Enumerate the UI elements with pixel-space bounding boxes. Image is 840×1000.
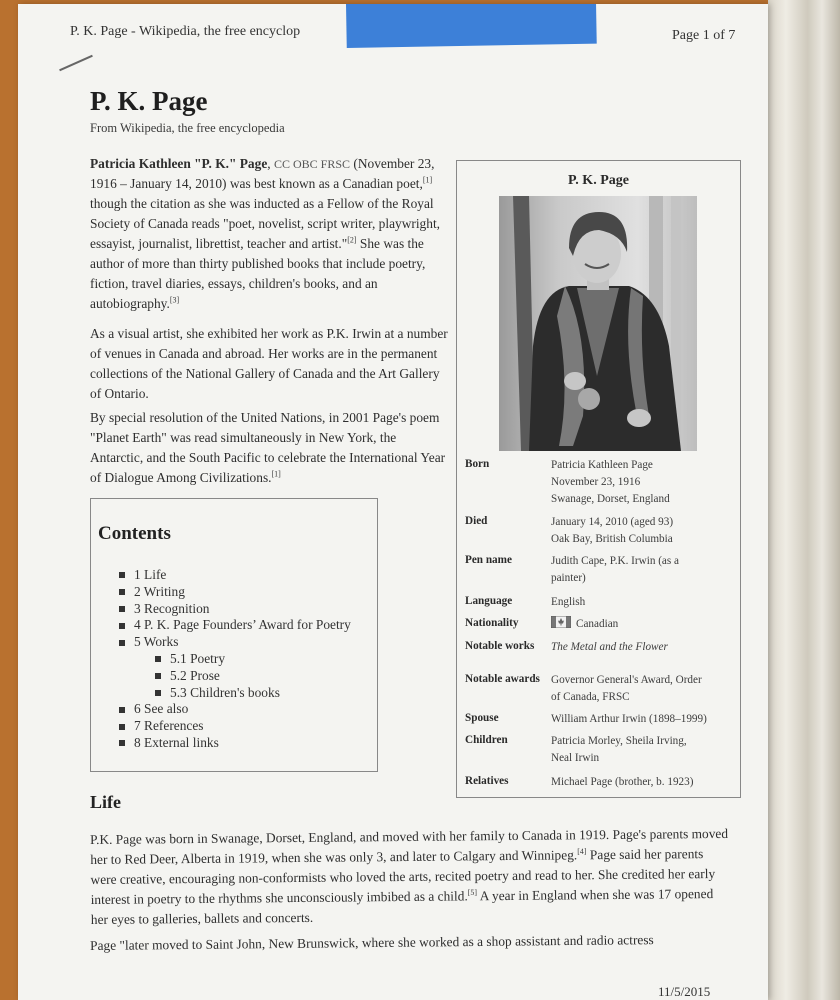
page-number: Page 1 of 7 — [672, 28, 736, 43]
infobox-value-line[interactable]: of Canada, FRSC — [551, 691, 630, 703]
toc-item[interactable] — [119, 701, 351, 718]
toc-item[interactable] — [119, 584, 351, 601]
infobox-label: Nationality — [465, 617, 519, 629]
life-text-a: P.K. Page was born in Swanage, Dorset, England, and moved with her family to Canada in 1919. Page's parents moved her to Red Deer, Alberta in 1919, when she was only 3, and later to Calgary and Winnipeg. — [90, 825, 729, 867]
toc-item[interactable] — [119, 718, 351, 735]
life-text-c: A year in England when she was 17 opened her eyes to galleries, ballets and concerts. — [90, 886, 714, 927]
intro-text-a: (November 23, 1916 – January 14, 2010) was best known as a Canadian poet, — [90, 156, 435, 191]
print-date: 11/5/2015 — [658, 984, 711, 999]
intro-text-b: though the citation as she was inducted as a Fellow of the Royal Society of Canada reads "poet, novelist, script writer, playwright, essayist, journalist, librettist, teacher and artist." — [90, 196, 441, 251]
portrait-photo — [499, 196, 697, 451]
citation-link[interactable]: [2] — [347, 235, 357, 245]
infobox-value — [551, 672, 733, 706]
portrait-photo-graphic — [499, 196, 697, 451]
infobox-value-line[interactable]: William Arthur Irwin (1898–1999) — [551, 713, 707, 725]
citation-link[interactable]: [1] — [422, 175, 433, 185]
citation-link[interactable]: [4] — [577, 846, 587, 856]
infobox-value-line: Judith Cape, P.K. Irwin (as a — [551, 555, 680, 567]
toc-item-label: 5.1 Poetry — [170, 650, 226, 666]
toc-item-label: 4 P. K. Page Founders’ Award for Poetry — [134, 617, 351, 633]
infobox-label: Died — [465, 515, 488, 527]
bullet-icon — [155, 690, 161, 696]
infobox-label: Notable works — [465, 640, 535, 652]
citation-link[interactable]: [5] — [467, 887, 478, 897]
toc-item-label: 6 See also — [134, 701, 189, 717]
bullet-icon — [119, 724, 125, 730]
toc-item[interactable] — [119, 735, 351, 752]
toc-item-label: 2 Writing — [134, 583, 185, 599]
infobox-value-line: painter) — [551, 572, 586, 584]
toc-item-label: 7 References — [134, 718, 204, 734]
infobox-label: Pen name — [465, 554, 512, 566]
intro-text-c: She was the author of more than thirty published books that include poetry, fiction, travel diaries, essays, children's books, and an autobiography. — [90, 236, 426, 311]
subject-name: Patricia Kathleen "P. K." Page — [90, 156, 268, 171]
infobox-value-line[interactable]: The Metal and the Flower — [551, 641, 668, 653]
pencil-mark — [59, 55, 93, 71]
bullet-icon — [119, 606, 125, 612]
infobox-value — [551, 733, 733, 767]
infobox-label: Notable awards — [465, 673, 540, 685]
infobox-label: Children — [465, 734, 508, 746]
infobox-value — [551, 711, 733, 728]
running-header-title: P. K. Page - Wikipedia, the free encyclop — [70, 24, 301, 39]
citation-link[interactable]: [3] — [169, 295, 180, 305]
infobox-title: P. K. Page — [568, 173, 629, 188]
infobox-value — [551, 594, 733, 611]
post-nominals: CC OBC FRSC — [273, 157, 351, 171]
infobox-value — [551, 774, 733, 791]
printed-page — [18, 4, 768, 1000]
bullet-icon — [155, 673, 161, 679]
page-subtitle: From Wikipedia, the free encyclopedia — [90, 121, 285, 135]
toc-item[interactable] — [119, 617, 351, 634]
infobox-value-line[interactable]: Governor General's Award, Order — [551, 674, 702, 686]
canada-flag-icon — [551, 616, 571, 628]
bullet-icon — [119, 740, 125, 746]
toc-item[interactable] — [119, 567, 351, 584]
toc-item-label: 5.3 Children's books — [170, 684, 280, 700]
table-of-contents — [90, 498, 378, 772]
toc-item[interactable] — [119, 685, 351, 702]
infobox-value-line[interactable]: November 23, 1916 — [551, 476, 641, 488]
infobox-value-line[interactable]: Oak Bay, British Columbia — [551, 533, 673, 545]
toc-item[interactable] — [119, 668, 351, 685]
toc-item-label: 3 Recognition — [134, 600, 210, 616]
visual-artist-paragraph: As a visual artist, she exhibited her work as P.K. Irwin at a number of venues in Canada and abroad. Her works are in the permanent collections of the National Gallery of Canada and the Art Gallery of Ontario. — [90, 326, 448, 401]
toc-item[interactable] — [119, 601, 351, 618]
toc-item-label: 1 Life — [134, 567, 167, 582]
toc-item-label: 5 Works — [134, 634, 179, 650]
un-resolution-text: By special resolution of the United Nations, in 2001 Page's poem "Planet Earth" was read simultaneously in New York, the Antarctic, and the South Pacific to celebrate the International Year of Dialogue Among Civilizations. — [90, 410, 446, 485]
infobox-value-line: English — [551, 596, 586, 608]
bullet-icon — [119, 707, 125, 713]
infobox-label: Language — [465, 595, 513, 607]
citation-link[interactable]: [1] — [271, 469, 281, 479]
life-paragraph-2: Page "later moved to Saint John, New Brunswick, where she worked as a shop assistant and radio actress — [90, 932, 654, 953]
background-shelf — [768, 0, 840, 1000]
life-text-b: Page said her parents were creative, encouraging non-conformists who loved the arts, recited poetry and read to her. She credited her early interest in poetry to the rhythms she unconsciously imbibed as a child. — [90, 846, 716, 907]
infobox-value — [551, 616, 733, 633]
bullet-icon — [119, 623, 125, 629]
infobox-label: Born — [465, 458, 490, 470]
toc-item-label: 5.2 Prose — [170, 667, 220, 683]
toc-item-label: 8 External links — [134, 734, 219, 750]
infobox-value-line[interactable]: Patricia Morley, Sheila Irving, — [551, 735, 687, 747]
bullet-icon — [119, 640, 125, 646]
infobox-label: Spouse — [465, 712, 499, 724]
infobox-label: Relatives — [465, 775, 509, 787]
intro-paragraph: Patricia Kathleen "P. K." Page, CC OBC FRSC (November 23, 1916 – January 14, 2010) was best known as a Canadian poet,[1] though the citation as she was inducted as a Fellow of the Royal Society of Canada reads "poet, novelist, script writer, playwright, essayist, journalist, librettist, teacher and artist."[2] She was the author of more than thirty published books that include poetry, fiction, travel diaries, essays, children's books, and an autobiography.[3] — [90, 156, 441, 311]
infobox-value-line: Canadian — [576, 618, 619, 630]
infobox — [456, 160, 741, 798]
un-resolution-paragraph — [90, 408, 450, 488]
life-paragraph — [90, 824, 731, 930]
infobox-value-line[interactable]: January 14, 2010 (aged 93) — [551, 516, 674, 528]
page-title: P. K. Page — [90, 86, 208, 116]
infobox-value — [551, 639, 733, 656]
infobox-value-line[interactable]: Michael Page (brother, b. 1923) — [551, 776, 694, 788]
bullet-icon — [119, 589, 125, 595]
infobox-value — [551, 553, 733, 587]
toc-title: Contents — [98, 523, 171, 544]
toc-list — [119, 567, 351, 752]
infobox-value-line[interactable]: Patricia Kathleen Page — [551, 459, 653, 471]
blue-tape — [346, 4, 597, 48]
toc-item[interactable] — [119, 634, 351, 651]
infobox-value — [551, 457, 733, 508]
toc-item[interactable] — [119, 651, 351, 668]
bullet-icon — [119, 572, 125, 578]
bullet-icon — [155, 656, 161, 662]
infobox-value-line[interactable]: Neal Irwin — [551, 752, 600, 764]
infobox-value-line[interactable]: Swanage, Dorset, England — [551, 493, 670, 505]
infobox-value — [551, 514, 733, 548]
section-heading-life: Life — [90, 792, 121, 812]
